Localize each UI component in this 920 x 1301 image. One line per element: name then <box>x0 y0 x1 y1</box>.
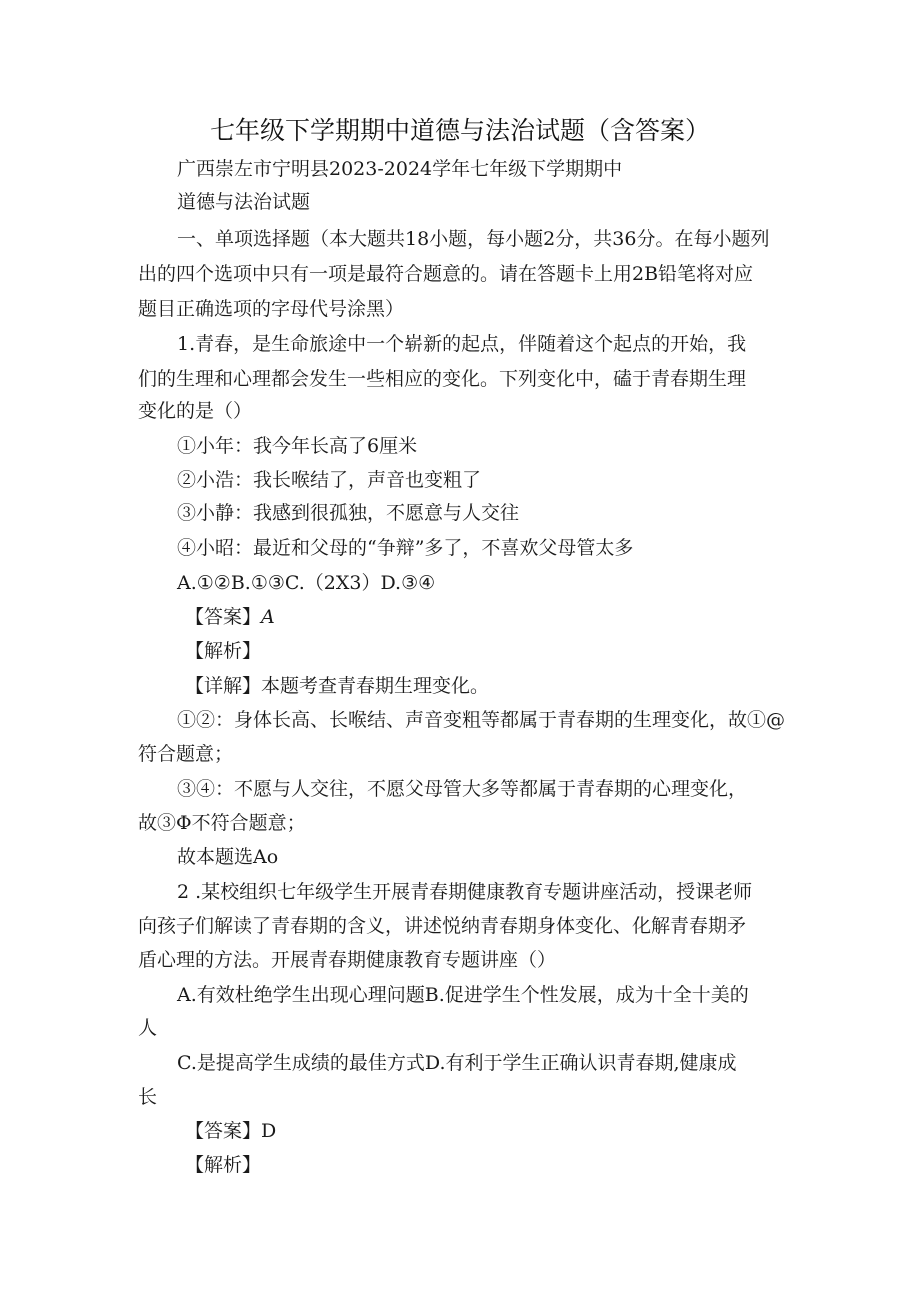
analysis-label: 【解析】 <box>185 1154 262 1176</box>
answer-label: 【答案】 <box>185 606 262 628</box>
question-2-options: 长 <box>138 1086 158 1108</box>
question-1-statement: ③小静：我感到很孤独，不愿意与人交往 <box>177 502 520 524</box>
question-1-statement: ②小浩：我长喉结了，声音也变粗了 <box>177 469 482 491</box>
section-text: 题目正确选项的字母代号涂黑） <box>138 298 405 320</box>
question-2-text: 盾心理的方法。开展青春期健康教育专题讲座（） <box>138 949 557 971</box>
explanation-text: 故③Φ不符合题意； <box>138 812 306 834</box>
analysis-label: 【解析】 <box>185 640 262 662</box>
question-1-text: 变化的是（） <box>138 400 253 422</box>
question-1-text: 1.青春，是生命旅途中一个崭新的起点，伴随着这个起点的开始，我 <box>177 333 747 355</box>
question-2-options: C.是提高学生成绩的最佳方式D.有利于学生正确认识青春期,健康成 <box>177 1052 737 1074</box>
question-1-options: A.①②B.①③C.（2X3）D.③④ <box>177 572 436 594</box>
subtitle-subject: 道德与法治试题 <box>177 191 311 213</box>
question-2-options: A.有效杜绝学生出现心理问题B.促进学生个性发展，成为十全十美的 <box>177 984 749 1006</box>
question-1-statement: ④小昭：最近和父母的“争辩”多了，不喜欢父母管太多 <box>177 537 634 559</box>
answer-value: A <box>261 606 275 628</box>
subtitle-source: 广西崇左市宁明县2023-2024学年七年级下学期期中 <box>177 158 623 180</box>
detail-explanation: 【详解】本题考查青春期生理变化。 <box>185 675 490 697</box>
explanation-text: ①②：身体长高、长喉结、声音变粗等都属于青春期的生理变化，故①@ <box>177 709 786 731</box>
section-heading: 一、单项选择题（本大题共18小题，每小题2分，共36分。在每小题列 <box>177 228 770 250</box>
question-1-text: 们的生理和心理都会发生一些相应的变化。下列变化中，磕于青春期生理 <box>138 368 747 390</box>
explanation-conclusion: 故本题选Ao <box>177 846 279 868</box>
explanation-text: 符合题意； <box>138 743 234 765</box>
document-title: 七年级下学期期中道德与法治试题（含答案） <box>209 116 710 145</box>
question-2-options: 人 <box>138 1017 158 1039</box>
question-2-text: 2 .某校组织七年级学生开展青春期健康教育专题讲座活动，授课老师 <box>177 881 753 903</box>
question-2-text: 向孩子们解读了青春期的含义，讲述悦纳青春期身体变化、化解青春期矛 <box>138 915 747 937</box>
explanation-text: ③④：不愿与人交往，不愿父母管大多等都属于青春期的心理变化， <box>177 778 748 800</box>
question-1-statement: ①小年：我今年长高了6厘米 <box>177 435 418 457</box>
answer-label: 【答案】D <box>185 1120 277 1142</box>
answer-line <box>185 604 275 630</box>
section-text: 出的四个选项中只有一项是最符合题意的。请在答题卡上用2B铅笔将对应 <box>138 263 754 285</box>
